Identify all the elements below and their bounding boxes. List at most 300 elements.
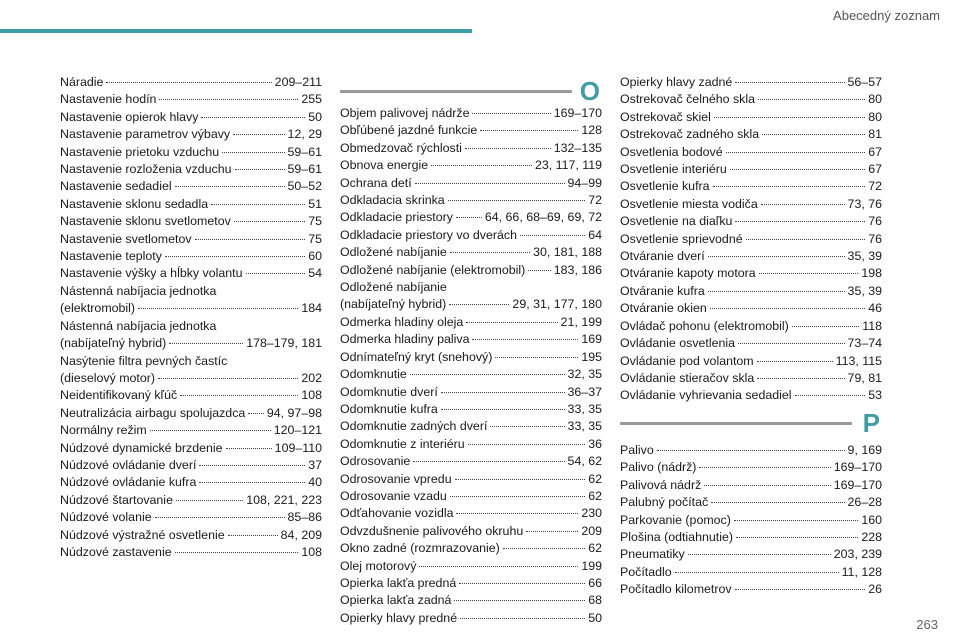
dot-leader <box>419 566 578 567</box>
index-entry <box>620 300 882 317</box>
index-entry <box>340 488 602 505</box>
index-entry-pages: 94–99 <box>567 175 602 190</box>
dot-leader <box>736 537 858 538</box>
index-entry-label: Obmedzovač rýchlosti <box>340 140 462 155</box>
index-entry-label: Nastavenie výšky a hĺbky volantu <box>60 266 243 281</box>
index-entry-label: Núdzové volanie <box>60 510 152 525</box>
index-entry-pages: 255 <box>301 92 322 107</box>
index-entry <box>340 157 602 174</box>
index-entry-pages: 23, 117, 119 <box>534 158 602 173</box>
index-entry <box>340 436 602 453</box>
index-entry <box>620 178 882 195</box>
index-entry-label: Odomknutie dverí <box>340 384 438 399</box>
index-entry-pages: 32, 35 <box>567 367 602 382</box>
index-entry <box>60 370 322 387</box>
index-entry <box>340 471 602 488</box>
index-entry-label: Odložené nabíjanie (elektromobil) <box>340 262 526 277</box>
index-entry-label: Opierky hlavy predné <box>340 610 458 625</box>
dot-leader <box>228 535 278 536</box>
section-letter: P <box>862 408 880 438</box>
dot-leader <box>708 256 845 257</box>
index-entry-label: (nabíjateľný hybrid) <box>340 297 447 312</box>
index-entry-label: Plošina (odtiahnutie) <box>620 530 733 545</box>
index-entry <box>620 370 882 387</box>
dot-leader <box>746 239 866 240</box>
index-entry-label: Počítadlo <box>620 564 672 579</box>
index-entry-label: Odkladacia skrinka <box>340 193 445 208</box>
index-entry <box>340 122 602 139</box>
index-entry-pages: 195 <box>581 349 602 364</box>
index-entry <box>340 262 602 279</box>
index-entry <box>340 244 602 261</box>
index-entry-label: Palubný počítač <box>620 495 709 510</box>
index-entry-label: Odrosovanie <box>340 454 411 469</box>
index-entry-label: Núdzové ovládanie kufra <box>60 475 197 490</box>
index-entry-pages: 9, 169 <box>847 443 882 457</box>
index-entry-pages: 209 <box>581 523 602 538</box>
index-entry-label: Odrosovanie vpredu <box>340 471 452 486</box>
index-entry-label: Otváranie kufra <box>620 283 705 298</box>
index-entry-pages: 62 <box>588 541 602 556</box>
index-entry-label: (dieselový motor) <box>60 370 156 385</box>
index-entry-label: Odrosovanie vzadu <box>340 488 447 503</box>
index-entry-label: Odomknutie <box>340 367 407 382</box>
index-entry <box>340 418 602 435</box>
index-entry-pages: 79, 81 <box>847 370 882 385</box>
index-entry-label: Ovládač pohonu (elektromobil) <box>620 318 789 333</box>
dot-leader <box>726 152 866 153</box>
index-entry <box>340 349 602 366</box>
index-entry-pages: 132–135 <box>553 140 602 155</box>
index-entry-pages: 11, 128 <box>841 564 882 579</box>
index-entry-label: Nastavenie sklonu svetlometov <box>60 214 231 229</box>
index-column-3 <box>620 74 882 405</box>
index-entry-label: Ostrekovač zadného skla <box>620 127 760 142</box>
dot-leader <box>441 392 565 393</box>
index-entry-pages: 29, 31, 177, 180 <box>512 297 602 312</box>
index-entry-pages: 160 <box>861 512 882 527</box>
index-entry-label: Opierka lakťa zadná <box>340 593 452 608</box>
dot-leader <box>450 252 530 253</box>
index-entry <box>620 231 882 248</box>
dot-leader <box>490 426 564 427</box>
index-entry <box>60 74 322 91</box>
dot-leader <box>222 152 284 153</box>
index-entry-label: Odomknutie z interiéru <box>340 436 465 451</box>
dot-leader <box>472 339 578 340</box>
index-entry <box>60 527 322 544</box>
index-entry <box>60 126 322 143</box>
index-entry-pages: 67 <box>868 162 882 177</box>
index-entry-pages: 169 <box>581 332 602 347</box>
index-entry-pages: 75 <box>308 231 322 246</box>
dot-leader <box>735 589 866 590</box>
index-entry-pages: 33, 35 <box>567 401 602 416</box>
index-entry-pages: 109–110 <box>274 440 322 455</box>
dot-leader <box>762 134 865 135</box>
index-entry-pages: 108 <box>301 388 322 403</box>
index-entry-pages: 67 <box>868 144 882 159</box>
index-entry <box>60 300 322 317</box>
index-entry-pages: 128 <box>581 123 602 138</box>
index-entry-label: Obnova energie <box>340 158 429 173</box>
dot-leader <box>233 134 284 135</box>
page-number: 263 <box>916 617 938 632</box>
index-entry-pages: 56–57 <box>847 75 882 89</box>
dot-leader <box>165 256 305 257</box>
index-entry-pages: 35, 39 <box>847 283 882 298</box>
index-entry-label: Odomknutie zadných dverí <box>340 419 488 434</box>
dot-leader <box>454 600 585 601</box>
dot-leader <box>465 148 551 149</box>
index-entry-pages: 72 <box>588 193 602 208</box>
index-entry <box>620 335 882 352</box>
dot-leader <box>410 374 565 375</box>
index-entry-pages: 68 <box>588 593 602 608</box>
index-entry <box>620 91 882 108</box>
index-entry-label: Palivo <box>620 443 654 457</box>
section-rule <box>620 422 852 425</box>
index-entry-label: Ovládanie stieračov skla <box>620 370 755 385</box>
dot-leader <box>169 343 243 344</box>
dot-leader <box>704 485 830 486</box>
dot-leader <box>528 270 550 271</box>
index-entry-pages: 51 <box>308 196 322 211</box>
index-entry-label: Nastavenie svetlometov <box>60 231 192 246</box>
index-entry <box>620 283 882 300</box>
index-entry <box>60 544 322 561</box>
index-entry <box>340 140 602 157</box>
index-entry <box>340 175 602 192</box>
index-entry-label: Nastavenie hodín <box>60 92 157 107</box>
dot-leader <box>155 517 285 518</box>
index-entry-pages: 203, 239 <box>833 547 882 562</box>
index-entry <box>620 144 882 161</box>
index-entry-label: Odmerka hladiny oleja <box>340 314 464 329</box>
index-entry-label: Odvzdušnenie palivového okruhu <box>340 523 524 538</box>
index-entry <box>340 227 602 244</box>
index-entry <box>620 109 882 126</box>
index-entry-label: Opierka lakťa predná <box>340 575 457 590</box>
index-entry-label: Osvetlenie sprievodné <box>620 231 743 246</box>
index-entry-label: Núdzové dynamické brzdenie <box>60 440 223 455</box>
index-entry <box>340 453 602 470</box>
index-entry-pages: 30, 181, 188 <box>533 245 602 260</box>
index-entry-pages: 33, 35 <box>567 419 602 434</box>
index-entry <box>340 209 602 226</box>
dot-leader <box>657 450 845 451</box>
index-entry-pages: 108, 221, 223 <box>246 492 322 507</box>
index-entry-pages: 169–170 <box>833 477 882 492</box>
index-entry-label: Parkovanie (pomoc) <box>620 512 731 527</box>
index-entry <box>60 492 322 509</box>
index-entry-label: Odmerka hladiny paliva <box>340 332 470 347</box>
index-entry <box>620 442 882 459</box>
index-entry <box>620 353 882 370</box>
index-entry <box>620 126 882 143</box>
dot-leader <box>175 186 285 187</box>
dot-leader <box>441 409 565 410</box>
dot-leader <box>710 308 865 309</box>
dot-leader <box>448 200 586 201</box>
index-entry <box>620 318 882 335</box>
dot-leader <box>199 465 305 466</box>
index-entry-pages: 36 <box>588 436 602 451</box>
index-entry-pages: 85–86 <box>287 510 322 525</box>
index-entry-pages: 230 <box>581 506 602 521</box>
index-entry <box>60 161 322 178</box>
index-entry <box>60 474 322 491</box>
index-entry <box>60 213 322 230</box>
dot-leader <box>466 322 557 323</box>
dot-leader <box>526 531 578 532</box>
index-entry-pages: 59–61 <box>287 144 322 159</box>
index-entry-pages: 183, 186 <box>553 262 602 277</box>
index-entry <box>620 161 882 178</box>
dot-leader <box>735 221 865 222</box>
index-entry-pages: 12, 29 <box>287 127 322 142</box>
index-entry-label: Opierky hlavy zadné <box>620 75 733 89</box>
index-entry-label: Pneumatiky <box>620 547 685 562</box>
dot-leader <box>455 479 586 480</box>
index-entry-label: Osvetlenie na diaľku <box>620 214 733 229</box>
dot-leader <box>138 308 298 309</box>
index-entry <box>340 523 602 540</box>
header-accent-bar <box>0 29 472 33</box>
index-entry <box>60 335 322 352</box>
index-entry <box>60 265 322 282</box>
index-entry-pages: 80 <box>868 92 882 107</box>
index-entry-pages: 46 <box>868 301 882 316</box>
index-entry-pages: 64 <box>588 227 602 242</box>
index-entry-pages: 35, 39 <box>847 249 882 264</box>
dot-leader <box>226 448 272 449</box>
index-entry-label: Neutralizácia airbagu spolujazdca <box>60 405 246 420</box>
index-entry <box>60 109 322 126</box>
dot-leader <box>675 572 839 573</box>
index-entry-label-line1: Nástenná nabíjacia jednotka <box>60 283 217 298</box>
dot-leader <box>757 361 833 362</box>
index-entry-pages: 50 <box>588 610 602 625</box>
dot-leader <box>456 513 578 514</box>
dot-leader <box>699 467 830 468</box>
dot-leader <box>734 520 858 521</box>
dot-leader <box>495 357 578 358</box>
dot-leader <box>792 326 859 327</box>
dot-leader <box>176 500 243 501</box>
index-entry <box>620 564 882 581</box>
index-entry-pages: 50–52 <box>287 179 322 194</box>
index-entry <box>60 440 322 457</box>
dot-leader <box>759 273 859 274</box>
index-entry-pages: 73, 76 <box>847 196 882 211</box>
index-entry <box>60 231 322 248</box>
index-entry <box>60 248 322 265</box>
index-entry-pages: 54 <box>308 266 322 281</box>
dot-leader <box>456 217 482 218</box>
index-entry-label: Nastavenie teploty <box>60 249 162 264</box>
dot-leader <box>449 304 509 305</box>
index-entry-pages: 50 <box>308 109 322 124</box>
dot-leader <box>106 82 271 83</box>
index-entry-pages: 113, 115 <box>835 353 882 368</box>
index-entry-label: Ovládanie pod volantom <box>620 353 754 368</box>
index-entry <box>340 314 602 331</box>
index-entry-label-line1: Nástenná nabíjacia jednotka <box>60 318 217 333</box>
dot-leader <box>175 552 299 553</box>
index-entry <box>620 196 882 213</box>
index-entry <box>340 384 602 401</box>
index-entry <box>60 422 322 439</box>
index-entry-label: Osvetlenie interiéru <box>620 162 727 177</box>
dot-leader <box>472 113 550 114</box>
dot-leader <box>688 554 831 555</box>
index-entry-pages: 60 <box>308 249 322 264</box>
index-entry <box>340 366 602 383</box>
index-entry-pages: 64, 66, 68–69, 69, 72 <box>484 210 602 225</box>
index-entry-pages: 76 <box>868 231 882 246</box>
dot-leader <box>180 395 298 396</box>
index-entry-pages: 40 <box>308 475 322 490</box>
dot-leader <box>150 430 271 431</box>
dot-leader <box>199 482 305 483</box>
index-entry <box>620 546 882 563</box>
dot-leader <box>795 395 866 396</box>
dot-leader <box>246 273 306 274</box>
index-entry-pages: 118 <box>862 318 882 333</box>
dot-leader <box>735 82 844 83</box>
index-entry-label: Okno zadné (rozmrazovanie) <box>340 541 500 556</box>
index-entry <box>60 178 322 195</box>
index-entry-pages: 62 <box>588 488 602 503</box>
index-entry-pages: 209–211 <box>274 75 322 89</box>
index-entry-label: Nastavenie sedadiel <box>60 179 172 194</box>
index-entry-label: Núdzové výstražné osvetlenie <box>60 527 225 542</box>
index-entry-label: (elektromobil) <box>60 301 136 316</box>
dot-leader <box>758 99 865 100</box>
index-entry <box>60 405 322 422</box>
index-entry <box>620 494 882 511</box>
index-entry-label: Nastavenie rozloženia vzduchu <box>60 162 232 177</box>
dot-leader <box>757 378 844 379</box>
index-entry-pages: 36–37 <box>567 384 602 399</box>
dot-leader <box>730 169 865 170</box>
dot-leader <box>234 221 305 222</box>
index-entry-label: Núdzové štartovanie <box>60 492 173 507</box>
dot-leader <box>480 130 578 131</box>
index-entry <box>620 459 882 476</box>
index-entry-pages: 81 <box>868 127 882 142</box>
dot-leader <box>235 169 285 170</box>
index-column-3-p <box>620 442 882 599</box>
index-entry-label: Počítadlo kilometrov <box>620 582 732 597</box>
index-entry-pages: 76 <box>868 214 882 229</box>
index-entry-label: Nastavenie prietoku vzduchu <box>60 144 220 159</box>
index-column-2 <box>340 105 602 627</box>
dot-leader <box>158 378 298 379</box>
index-entry <box>340 575 602 592</box>
index-entry <box>340 540 602 557</box>
index-entry <box>620 387 882 404</box>
index-entry <box>340 505 602 522</box>
index-entry-label: Nastavenie parametrov výbavy <box>60 127 231 142</box>
index-entry-label: Ochrana detí <box>340 175 412 190</box>
index-entry <box>620 512 882 529</box>
index-entry-pages: 108 <box>301 544 322 559</box>
dot-leader <box>159 99 298 100</box>
index-entry-label: Otváranie okien <box>620 301 707 316</box>
dot-leader <box>714 117 865 118</box>
index-entry-label: Náradie <box>60 75 104 89</box>
index-entry-label: Ostrekovač čelného skla <box>620 92 755 107</box>
index-entry-label: Odkladacie priestory vo dverách <box>340 227 517 242</box>
dot-leader <box>211 204 305 205</box>
index-entry-label: Odkladacie priestory <box>340 210 453 225</box>
index-entry-pages: 80 <box>868 109 882 124</box>
index-entry-pages: 178–179, 181 <box>246 336 322 351</box>
index-entry-label: Ovládanie osvetlenia <box>620 336 736 351</box>
index-entry-label: Palivová nádrž <box>620 477 702 492</box>
dot-leader <box>248 413 264 414</box>
dot-leader <box>195 239 306 240</box>
index-entry-label: Obľúbené jazdné funkcie <box>340 123 478 138</box>
index-entry <box>620 248 882 265</box>
page-header-title: Abecedný zoznam <box>833 8 940 23</box>
index-entry-label-line1: Odložené nabíjanie <box>340 280 447 295</box>
index-entry-label: Odťahovanie vozidla <box>340 506 454 521</box>
index-entry <box>340 610 602 627</box>
index-entry-pages: 59–61 <box>287 162 322 177</box>
index-entry-pages: 21, 199 <box>560 314 602 329</box>
index-entry-label: Otváranie kapoty motora <box>620 266 756 281</box>
index-entry <box>340 105 602 122</box>
index-entry <box>340 592 602 609</box>
index-entry-label: Neidentifikovaný kľúč <box>60 388 178 403</box>
dot-leader <box>201 117 305 118</box>
dot-leader <box>460 618 585 619</box>
index-entry <box>620 477 882 494</box>
index-entry <box>620 529 882 546</box>
dot-leader <box>711 502 844 503</box>
index-entry-pages: 198 <box>861 266 882 281</box>
index-entry <box>60 144 322 161</box>
index-entry-pages: 66 <box>588 575 602 590</box>
index-entry-pages: 169–170 <box>553 106 602 120</box>
dot-leader <box>450 496 585 497</box>
section-rule <box>340 90 572 93</box>
dot-leader <box>468 444 586 445</box>
index-entry-label: Palivo (nádrž) <box>620 460 697 475</box>
index-entry-label: Ostrekovač skiel <box>620 109 711 124</box>
index-entry-label: Odložené nabíjanie <box>340 245 447 260</box>
index-entry <box>340 558 602 575</box>
index-entry-label: Otváranie dverí <box>620 249 705 264</box>
dot-leader <box>503 548 585 549</box>
dot-leader <box>431 165 532 166</box>
index-entry-pages: 169–170 <box>833 460 882 475</box>
dot-leader <box>520 235 585 236</box>
index-entry-pages: 94, 97–98 <box>266 405 322 420</box>
index-entry-pages: 53 <box>868 388 882 403</box>
index-entry-pages: 37 <box>308 457 322 472</box>
index-entry-label: Nastavenie sklonu sedadla <box>60 196 209 211</box>
dot-leader <box>713 186 866 187</box>
index-entry-pages: 73–74 <box>847 336 882 351</box>
index-entry-label: Odomknutie kufra <box>340 401 438 416</box>
index-entry-label: (nabíjateľný hybrid) <box>60 336 167 351</box>
index-entry <box>340 296 602 313</box>
index-entry-label: Osvetlenia bodové <box>620 144 723 159</box>
